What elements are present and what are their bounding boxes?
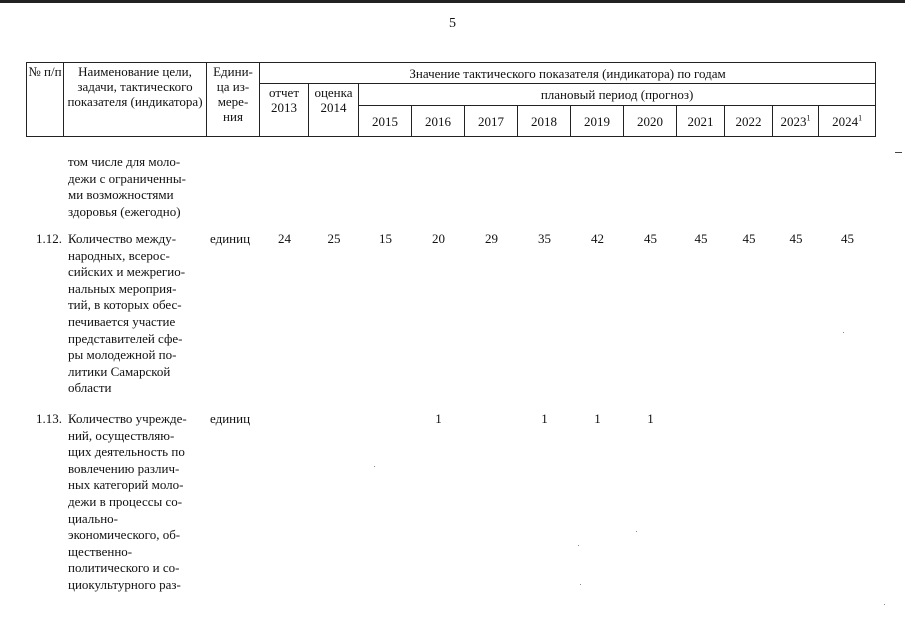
name-line: щественно-: [68, 543, 133, 559]
value-2020: 45: [644, 231, 657, 246]
name-line: нальных мероприя-: [68, 280, 177, 296]
value-2019: 1: [594, 411, 601, 426]
scan-speck: [374, 466, 375, 467]
year-header: 2020: [624, 106, 677, 137]
name-line: щих деятельность по: [68, 444, 185, 460]
year-header: 2017: [465, 106, 518, 137]
value-2018: 1: [541, 411, 548, 426]
scan-speck: [578, 545, 579, 546]
year-header: 2019: [571, 106, 624, 137]
name-line: том числе для моло-: [68, 154, 181, 169]
top-border-line: [0, 0, 905, 3]
name-line: ний, осуществляю-: [68, 427, 175, 443]
name-line: ных категорий моло-: [68, 477, 184, 493]
value-2023: 45: [789, 231, 803, 246]
value-2024: 45: [841, 231, 854, 246]
year-header: 2015: [359, 106, 412, 137]
page-number: 5: [449, 16, 456, 31]
year-header: 2018: [518, 106, 571, 137]
scan-speck: [843, 332, 844, 333]
value-2016: 1: [435, 411, 442, 426]
value-2017: 29: [485, 231, 498, 246]
row-number: 1.12.: [36, 231, 62, 246]
value-2014: 25: [327, 231, 341, 246]
name-line: тий, в которых обес-: [68, 297, 182, 313]
col-header-unit: Едини-ца из-мере-ния: [207, 63, 260, 137]
value-2020: 1: [647, 411, 654, 426]
name-line: ми возможностями: [68, 187, 174, 203]
name-line: представителей сфе-: [68, 330, 183, 346]
col-header-name: Наименование цели, задачи, тактического показателя (индикатора): [64, 63, 207, 137]
scan-speck: [580, 584, 581, 585]
col-header-report-2013: отчет 2013: [260, 84, 309, 137]
unit-cell: единиц: [210, 411, 251, 426]
value-2013: 24: [278, 231, 291, 246]
name-line: циально-: [68, 510, 119, 526]
value-2018: 35: [538, 231, 551, 246]
name-line: ры молодежной по-: [68, 347, 177, 363]
name-line: экономического, об-: [68, 527, 181, 543]
name-line: политического и со-: [68, 560, 180, 576]
col-header-planned-group: плановый период (прогноз): [359, 84, 876, 106]
year-label: 2024: [832, 113, 859, 129]
name-line: вовлечению различ-: [68, 460, 180, 476]
year-header: 2016: [412, 106, 465, 137]
value-2022: 45: [742, 231, 756, 246]
name-line: Количество учрежде-: [68, 411, 187, 426]
value-2015: 15: [379, 231, 392, 246]
footnote-mark: 1: [858, 113, 863, 123]
row-number: 1.13.: [36, 411, 62, 426]
name-cell: [68, 154, 206, 220]
year-header: 2021: [677, 106, 725, 137]
name-line: народных, всерос-: [68, 247, 170, 263]
value-2016: 20: [432, 231, 445, 246]
name-line: печивается участие: [68, 313, 176, 329]
col-header-values-group: Значение тактического показателя (индикатора) по годам: [260, 63, 876, 84]
col-header-estimate-2014: оценка 2014: [309, 84, 359, 137]
year-header: 2022: [725, 106, 773, 137]
scan-speck: [884, 604, 885, 605]
col-header-number: № п/п: [27, 63, 64, 137]
value-2019: 42: [591, 231, 604, 246]
name-line: дежи с ограниченны-: [68, 170, 186, 186]
name-line: литики Самарской: [68, 363, 171, 379]
name-line: здоровья (ежегодно): [68, 203, 181, 219]
year-header: [773, 106, 819, 137]
year-label: 2023: [780, 113, 807, 129]
footnote-mark: 1: [806, 113, 811, 123]
scan-edge-mark: [895, 152, 902, 153]
year-header: [819, 106, 876, 137]
name-line: дежи в процессы со-: [68, 493, 183, 509]
scan-speck: [636, 531, 637, 532]
name-line: области: [68, 380, 112, 396]
unit-cell: единиц: [210, 231, 251, 246]
name-line: Количество между-: [68, 231, 177, 246]
value-2021: 45: [694, 231, 708, 246]
name-cell: [68, 231, 206, 397]
name-line: сийских и межрегио-: [68, 264, 186, 280]
indicator-table-header: [26, 62, 876, 137]
name-line: циокультурного раз-: [68, 576, 181, 592]
name-cell: [68, 411, 206, 594]
